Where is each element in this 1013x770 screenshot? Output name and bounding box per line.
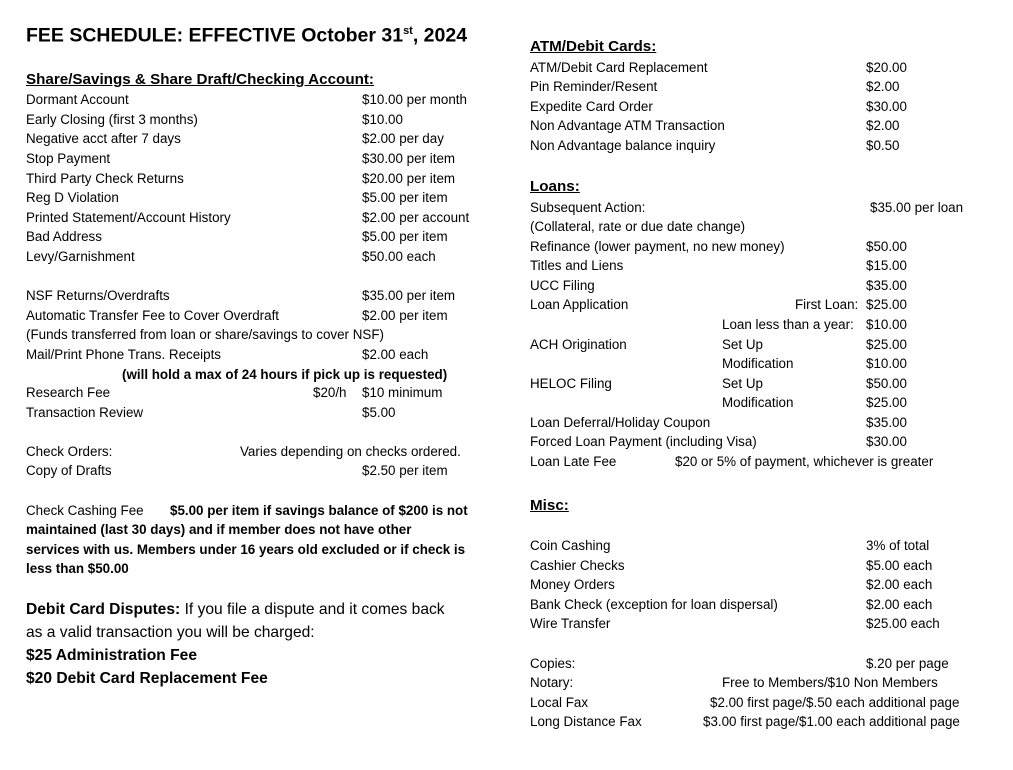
check-cashing-label: Check Cashing Fee <box>26 503 144 518</box>
heloc-mod-label: Modification <box>722 395 794 410</box>
fee-value: $50.00 each <box>362 249 436 264</box>
fee-label: Pin Reminder/Resent <box>530 79 658 94</box>
fee-value: $5.00 per item <box>362 190 448 205</box>
fee-label: Bank Check (exception for loan dispersal) <box>530 597 778 612</box>
fee-label: Non Advantage ATM Transaction <box>530 118 725 133</box>
heloc-label: HELOC Filing <box>530 376 612 391</box>
ach-mod-fee: $10.00 <box>866 356 907 371</box>
nsf-fee: $35.00 per item <box>362 288 456 303</box>
fee-label: Non Advantage balance inquiry <box>530 138 716 153</box>
heloc-mod-fee: $25.00 <box>866 395 907 410</box>
fee-label: Dormant Account <box>26 92 129 107</box>
fee-label: ATM/Debit Card Replacement <box>530 60 708 75</box>
funds-note: (Funds transferred from loan or share/savings to cover NSF) <box>26 327 384 342</box>
check-cashing-text: maintained (last 30 days) and if member does not have other <box>26 522 412 537</box>
check-cashing-text: $5.00 per item if savings balance of $200 is not <box>170 503 468 518</box>
long-distance-fax-fee: $3.00 first page/$1.00 each additional page <box>703 714 960 729</box>
fee-value: $2.00 each <box>866 577 933 592</box>
replacement-fee: $20 Debit Card Replacement Fee <box>26 670 268 687</box>
subsequent-note: (Collateral, rate or due date change) <box>530 219 746 234</box>
ach-setup-label: Set Up <box>722 337 763 352</box>
fee-value: $2.00 <box>866 79 900 94</box>
research-fee: $10 minimum <box>362 385 443 400</box>
check-orders-label: Check Orders: <box>26 444 113 459</box>
local-fax-fee: $2.00 first page/$.50 each additional page <box>710 695 960 710</box>
loan-less-year-label: Loan less than a year: <box>722 317 854 332</box>
check-orders-fee: Varies depending on checks ordered. <box>240 444 461 459</box>
fee-label: Bad Address <box>26 229 102 244</box>
deferral-fee: $35.00 <box>866 415 907 430</box>
fee-value: $20.00 per item <box>362 171 456 186</box>
ach-mod-label: Modification <box>722 356 794 371</box>
heloc-setup-fee: $50.00 <box>866 376 907 391</box>
fee-label: Printed Statement/Account History <box>26 210 231 225</box>
fee-label: Money Orders <box>530 577 615 592</box>
fee-label: Levy/Garnishment <box>26 249 135 264</box>
misc-heading: Misc: <box>530 497 569 514</box>
late-fee-label: Loan Late Fee <box>530 454 617 469</box>
fee-label: Stop Payment <box>26 151 111 166</box>
fee-value: $0.50 <box>866 138 900 153</box>
share-savings-heading: Share/Savings & Share Draft/Checking Account: <box>26 71 374 88</box>
atm-heading: ATM/Debit Cards: <box>530 38 657 55</box>
transaction-review-label: Transaction Review <box>26 405 144 420</box>
fee-value: $25.00 each <box>866 616 940 631</box>
check-cashing-text: less than $50.00 <box>26 561 129 576</box>
fee-label: Negative acct after 7 days <box>26 131 181 146</box>
subsequent-fee: $35.00 per loan <box>870 200 964 215</box>
refinance-label: Refinance (lower payment, no new money) <box>530 239 785 254</box>
local-fax-label: Local Fax <box>530 695 589 710</box>
debit-disputes-line1: Debit Card Disputes: If you file a dispute and it comes back <box>26 601 445 618</box>
titles-label: Titles and Liens <box>530 258 624 273</box>
debit-disputes-label: Debit Card Disputes: <box>26 601 181 618</box>
copies-label: Copies: <box>530 656 576 671</box>
mail-print-fee: $2.00 each <box>362 347 429 362</box>
page-title: FEE SCHEDULE: EFFECTIVE October 31st, 2024 <box>26 24 468 47</box>
subsequent-label: Subsequent Action: <box>530 200 646 215</box>
fee-value: $10.00 <box>362 112 403 127</box>
debit-disputes-line2: as a valid transaction you will be charged: <box>26 624 315 641</box>
first-loan-label: First Loan: <box>795 297 859 312</box>
fee-value: $2.00 per account <box>362 210 470 225</box>
copy-drafts-fee: $2.50 per item <box>362 463 448 478</box>
fee-value: $2.00 per day <box>362 131 444 146</box>
ach-setup-fee: $25.00 <box>866 337 907 352</box>
auto-transfer-label: Automatic Transfer Fee to Cover Overdraft <box>26 308 280 323</box>
fee-label: Expedite Card Order <box>530 99 653 114</box>
check-cashing-text: services with us. Members under 16 years old excluded or if check is <box>26 542 466 557</box>
hold-note: (will hold a max of 24 hours if pick up is requested) <box>122 367 448 382</box>
titles-fee: $15.00 <box>866 258 907 273</box>
notary-fee: Free to Members/$10 Non Members <box>722 675 938 690</box>
fee-label: Wire Transfer <box>530 616 611 631</box>
fee-value: $10.00 per month <box>362 92 467 107</box>
loan-less-year-fee: $10.00 <box>866 317 907 332</box>
fee-value: $5.00 each <box>866 558 933 573</box>
notary-label: Notary: <box>530 675 574 690</box>
copies-fee: $.20 per page <box>866 656 949 671</box>
ach-label: ACH Origination <box>530 337 627 352</box>
transaction-review-fee: $5.00 <box>362 405 396 420</box>
research-rate: $20/h <box>313 385 347 400</box>
fee-value: $30.00 <box>866 99 907 114</box>
late-fee-value: $20 or 5% of payment, whichever is greater <box>675 454 934 469</box>
loan-application-label: Loan Application <box>530 297 629 312</box>
research-label: Research Fee <box>26 385 111 400</box>
fee-value: $30.00 per item <box>362 151 456 166</box>
forced-payment-label: Forced Loan Payment (including Visa) <box>530 434 757 449</box>
fee-value: $20.00 <box>866 60 907 75</box>
copy-drafts-label: Copy of Drafts <box>26 463 112 478</box>
fee-label: Third Party Check Returns <box>26 171 184 186</box>
long-distance-fax-label: Long Distance Fax <box>530 714 642 729</box>
deferral-label: Loan Deferral/Holiday Coupon <box>530 415 711 430</box>
loans-heading: Loans: <box>530 178 580 195</box>
mail-print-label: Mail/Print Phone Trans. Receipts <box>26 347 221 362</box>
auto-transfer-fee: $2.00 per item <box>362 308 448 323</box>
heloc-setup-label: Set Up <box>722 376 763 391</box>
fee-value: $2.00 <box>866 118 900 133</box>
fee-label: Early Closing (first 3 months) <box>26 112 198 127</box>
fee-value: $2.00 each <box>866 597 933 612</box>
fee-label: Coin Cashing <box>530 538 611 553</box>
admin-fee: $25 Administration Fee <box>26 647 197 664</box>
forced-payment-fee: $30.00 <box>866 434 907 449</box>
fee-label: Cashier Checks <box>530 558 625 573</box>
fee-label: Reg D Violation <box>26 190 119 205</box>
refinance-fee: $50.00 <box>866 239 907 254</box>
nsf-label: NSF Returns/Overdrafts <box>26 288 170 303</box>
fee-value: 3% of total <box>866 538 930 553</box>
first-loan-fee: $25.00 <box>866 297 907 312</box>
ucc-label: UCC Filing <box>530 278 595 293</box>
ucc-fee: $35.00 <box>866 278 907 293</box>
fee-value: $5.00 per item <box>362 229 448 244</box>
